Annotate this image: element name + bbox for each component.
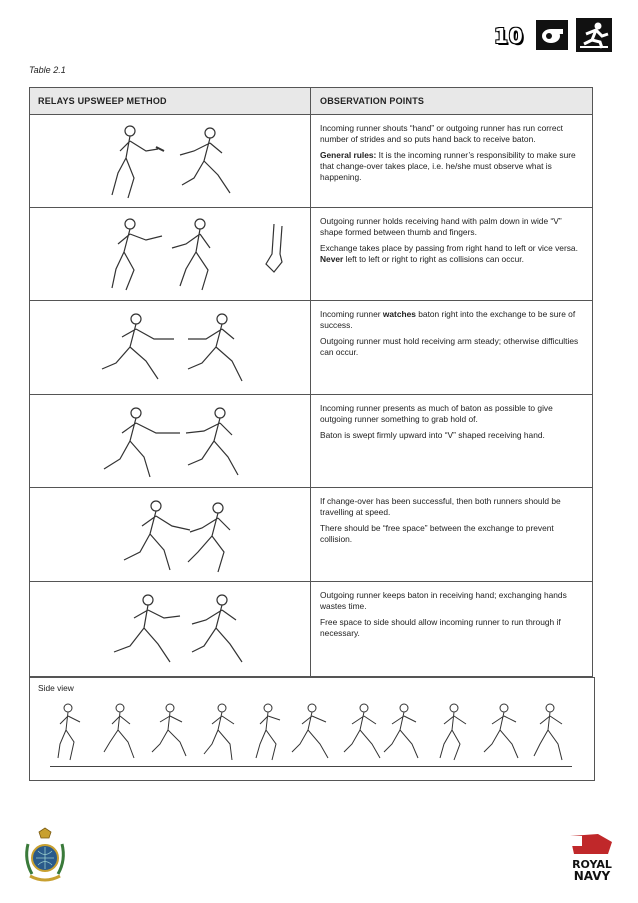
observation-para-1: If change-over has been successful, then both runners should be travelling at speed. [320,496,561,517]
observation-para-1 [320,309,582,331]
table-row [30,208,592,301]
royal-navy-logo [568,832,616,882]
side-view-panel [29,677,595,781]
relays-table [29,87,593,677]
observation-para-2: Outgoing runner must hold receiving arm steady; otherwise difficulties can occur. [320,336,579,357]
observation-para-1: Outgoing runner holds receiving hand with palm down in wide “V” shape formed between thumb and fingers. [320,216,562,237]
page-number: 10 [494,24,524,48]
table-row [30,582,592,676]
table-row [30,488,592,582]
observation-para-2: There should be “free space” between the exchange to prevent collision. [320,523,554,544]
observation-para-2-pre: Exchange takes place by passing from right hand to left or vice versa. [320,243,578,253]
svg-text:NAVY: NAVY [573,869,611,882]
table-caption: Table 2.1 [29,65,66,75]
watches-label: watches [382,309,416,319]
runners-illustration [30,301,310,394]
whistle-icon [536,20,568,50]
royal-marines-crest [22,826,68,886]
observation-text [320,590,582,644]
general-rules-label: General rules: [320,150,377,160]
observation-para-2: Free space to side should allow incoming runner to run through if necessary. [320,617,561,638]
observation-para-2 [320,150,582,183]
observation-para-1: Incoming runner shouts “hand” or outgoing runner has run correct number of strides and so puts hand back to receive baton. [320,123,564,144]
observation-para-1-pre: Incoming runner [320,309,383,319]
runner-icon [576,18,612,52]
observation-para-1: Outgoing runner keeps baton in receiving hand; exchanging hands wastes time. [320,590,567,611]
col-header-observation: OBSERVATION POINTS [320,96,425,106]
observation-para-1-text: baton right into the exchange to be sure of success. [320,309,576,330]
observation-text [320,403,582,446]
col-header-method: RELAYS UPSWEEP METHOD [38,96,167,106]
runners-illustration [30,582,310,676]
table-row [30,115,592,208]
svg-text:ROYAL: ROYAL [572,858,612,871]
never-label: Never [320,254,344,264]
observation-text [320,123,582,188]
observation-para-2: Baton is swept firmly upward into “V” shaped receiving hand. [320,430,545,440]
ground-line [50,766,572,767]
observation-para-2 [320,243,582,265]
runners-illustration [30,208,310,300]
table-row [30,395,592,488]
runners-illustration [30,115,310,207]
side-view-illustration [50,702,572,766]
observation-para-1: Incoming runner presents as much of baton as possible to give outgoing runner something to grab hold of. [320,403,553,424]
runners-illustration [30,395,310,487]
runners-illustration [30,488,310,581]
observation-text [320,309,582,363]
observation-text [320,216,582,270]
observation-para-2-text: It is the incoming runner’s responsibility to make sure that change-over takes place, i.e. he/she must observe what is happening. [320,150,576,182]
table-header-row [30,88,592,115]
observation-para-2-text: left to left or right to right as collisions can occur. [343,254,524,264]
table-row [30,301,592,395]
side-view-label: Side view [38,683,74,693]
observation-text [320,496,582,550]
